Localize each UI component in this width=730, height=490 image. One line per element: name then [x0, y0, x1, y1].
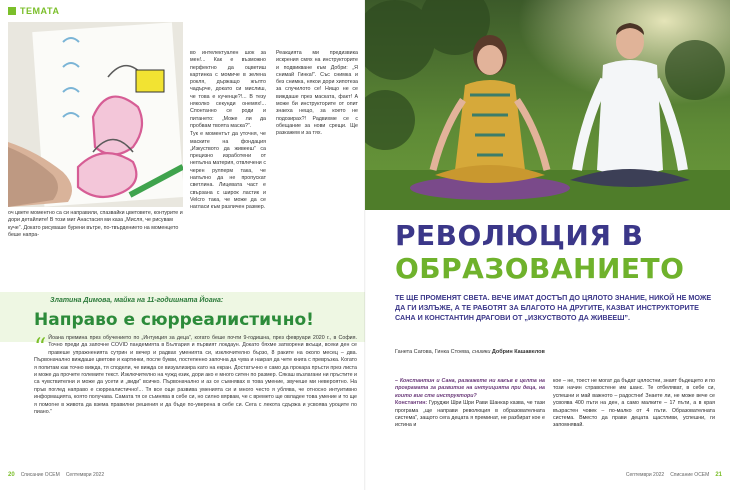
section-tag — [8, 6, 59, 16]
right-column-1 — [395, 378, 545, 430]
column-a-para-1: во интелектуален шок за мен!... Как е възможно перфектно да оцветиш картинка с момиче в зелена рокля, държащо жълто чадърче, докато си мислиш, че това е кученце?!... В тезу няколко секунди онемях!... Спонтанно се роди и питането: „Може ли да пробвам твоята маска?”. — [190, 50, 266, 129]
photo-side-text: оч цвете моментно са си направили, спазвайки цветовете, контурите и дори детайлите! В този миг Анастасия ми каза „Мисля, че рисувам куче”. Докато рисуваше бурени вътре, по-твърдението на моменцето беше напра- — [8, 210, 183, 238]
section-tag-label: ТЕМАТА — [20, 6, 60, 16]
left-main-heading: Направо е сюрреалистично! — [34, 310, 314, 330]
right-page-number: 21 — [715, 472, 722, 478]
column-a-para-2: Тук е моментът да уточня, че маските на фондация „Изкуството да живееш” са прецизно изработени от непълна материя, отвлечени с черен рулперм така, че напълно да не пропускат светлина. Лицевата част е свързана с широк ластик и Velcro така, че може да се нагласи към различен размер. — [190, 131, 266, 211]
left-footer-date: Септември 2022 — [65, 472, 105, 478]
meditating-couple-illustration — [365, 0, 730, 210]
interview-question: – Константин и Сана, разкажете ни какъв е целта на програмата за развитие на интуицията при деца, на които вие сте инструктори? — [395, 378, 545, 399]
byline — [395, 349, 545, 355]
left-body-text — [34, 335, 357, 416]
byline-authors: Ганета Сагова, Гинка Стоева, — [395, 349, 471, 355]
right-footer-date: Септември 2022 — [625, 472, 665, 478]
title-line-2: ОБРАЗОВАНИЕТО — [395, 252, 685, 285]
byline-photo-label: снимки — [472, 349, 491, 355]
article-lead: ТЕ ЩЕ ПРОМЕНЯТ СВЕТА. ВЕЧЕ ИМАТ ДОСТЪП ДО ЦЯЛОТО ЗНАНИЕ, НИКОЙ НЕ МОЖЕ ДА ГИ ИЗЛЪЖЕ, А ТЕ РАБОТЯТ ЗА БЛАГОТО НА ДРУГИТЕ, КАЗВАТ ИНСТРУКТОРИТЕ САНА И КОНСТАНТИН ДРАГОВИ ОТ „ИЗКУСТВОТО ДА ЖИВЕЕШ”. — [395, 293, 712, 322]
article-column-a — [190, 50, 266, 213]
interview-subhead: Златина Димова, майка на 11-годишната Йоана: — [50, 297, 224, 304]
drawing-illustration — [8, 22, 183, 207]
right-footer-magazine: Списание ОСЕМ — [670, 472, 710, 478]
left-body-paragraph: Йоана премина през обучението по „Интуиция за деца”, когато беше почти 9-годишна, през февруари 2020 г., в София. Точно преди да започне COVID пандемията в България и първият локдаун. Докато бяхме затворени вкъщи, всеки ден се правеше упражненията сутрин и вечер и радвах уменията си, изключително бързо, 8 раките на около месец – два. Първоначално виждаше цветове и картинки, после букви, постепенно започна да чува и накрая да чете книга с превръзка. Когато я попитам как точно вижда, тя сподели, че вижда се визуализира като на екран. Достатъчно е само да прокара пръсти през листа и може да прочете големите текст. Изключително на чужд език, дори ако е много ситен по размер. Сякаш възлагани ни пръстите и са чувствителни и може да усети и „види” всичко. Първоначално и аз се съмнявах в това умение, звучеше ми невероятно. На пръв поглед направо е сюрреалистично!... Тя все още развива уменията си и много често я ублява, че относно интуитивно информацията, която получава. Самата тя се съмнява в себе си, но силно вярвам, че с времето ще овладее това умение и то ще я помогне в живота да взема правилни решения и да бъде по-уверена в себе си. Сега с лекота сдържа и усвоява уроците по пиано.” — [34, 335, 357, 416]
speaker-label: Константин: — [395, 400, 428, 407]
interview-answer: Гуруджи Шри Шри Рави Шанкар казва, че тази програма „ще направи революция в образователната система”, защото сега децата я преминат, не разбират кое е истина и — [395, 400, 545, 429]
quote-mark-icon: “ — [34, 333, 47, 361]
left-footer-magazine: Списание ОСЕМ — [20, 472, 60, 478]
right-page — [365, 0, 730, 490]
child-drawing-photo — [8, 22, 183, 207]
byline-photographer: Добрин Кашавелов — [491, 349, 545, 355]
left-footer — [8, 472, 104, 478]
section-tag-square — [8, 7, 16, 15]
right-footer — [626, 472, 722, 478]
right-column-2: кое – не, тоест не могат да бъдат цялостни, знаят бъдещето и по този начин стравостене им шанс. Те отбеляват, в себе си, успешни и май важното – радостни! Знаете ли, не може вече се усвоява 400 пъти на ден, а само малките – 17 пъти, а в края възрастен човек – по-малко от 4 пъти. Образователната система. Вместо да прави децата щастливи, успешни, ги запомнявай. — [553, 378, 715, 429]
article-column-b — [276, 50, 358, 139]
instructors-photo — [365, 0, 730, 210]
title-line-1: РЕВОЛЮЦИЯ В — [395, 219, 644, 252]
left-page-number: 20 — [8, 472, 15, 478]
column-b-para-1: Реакцията ми предизвика искрения смях на инструкторите и подвикване към Добри: „Я снимай Гинка!”. Със снимка и без снимка, някои дори хипотеза за случилото се! Нищо не се виждаше през маската, факт! А може би инструкторите от опит знаеха нещо, за което не подозирах?! Радвихме се с обещание за нови срещи. Ще разкажем и за тях. — [276, 50, 358, 137]
